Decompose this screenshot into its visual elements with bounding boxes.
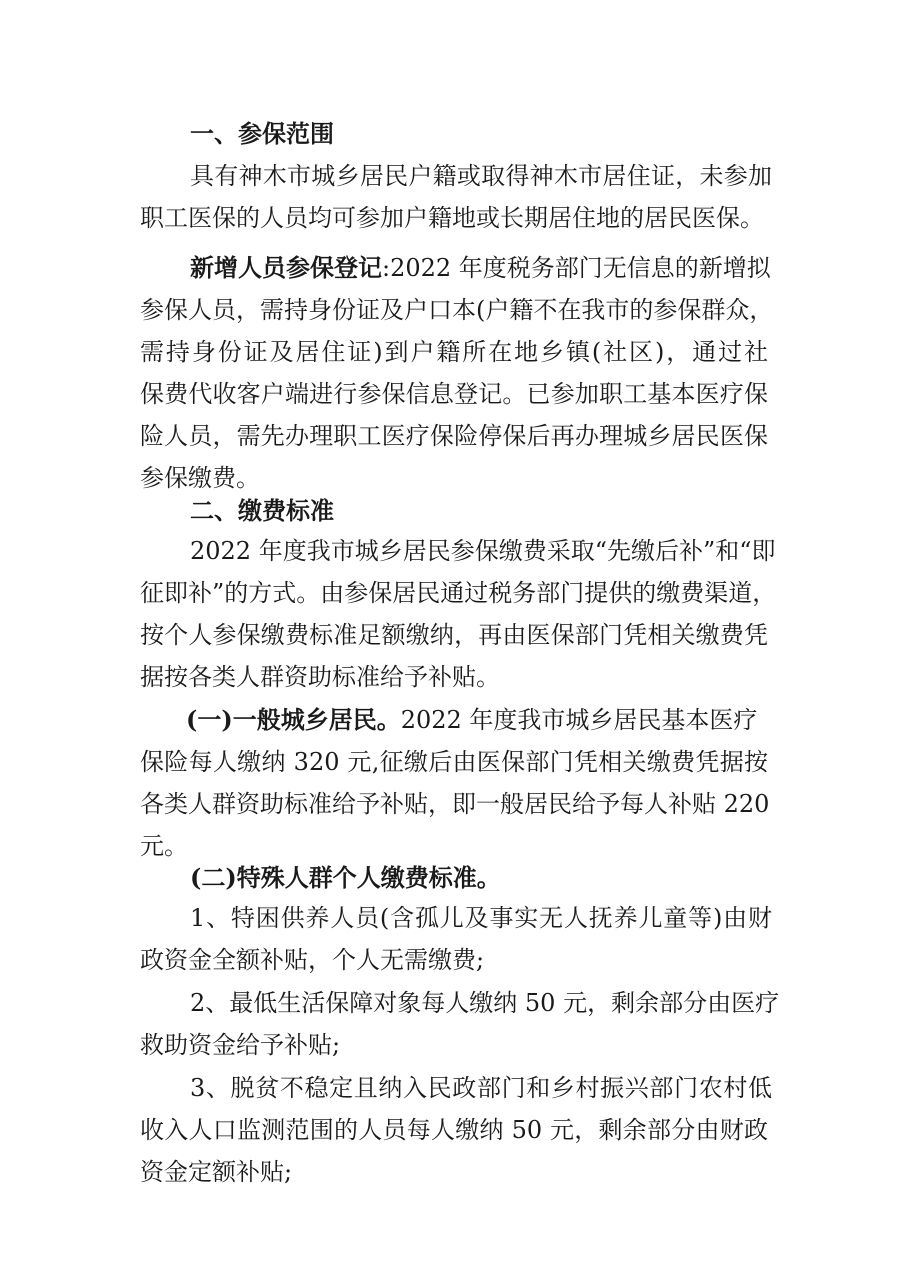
paragraph-line: 需持身份证及居住证)到户籍所在地乡镇(社区)，通过社 <box>140 338 768 366</box>
paragraph-line: 参保缴费。 <box>140 464 260 492</box>
paragraph-line: 具有神木市城乡居民户籍或取得神木市居住证，未参加 <box>190 162 772 190</box>
list-item-line: 资金定额补贴; <box>140 1158 293 1186</box>
paragraph-line: 保费代收客户端进行参保信息登记。已参加职工基本医疗保 <box>140 380 768 408</box>
list-item-line: 救助资金给予补贴; <box>140 1031 341 1059</box>
inline-bold-lead: (一)一般城乡居民。 <box>186 705 401 734</box>
paragraph-line: 按个人参保缴费标准足额缴纳，再由医保部门凭相关缴费凭 <box>140 621 768 649</box>
list-item-line: 3、脱贫不稳定且纳入民政部门和乡村振兴部门农村低 <box>190 1074 772 1102</box>
list-item-line: 2、最低生活保障对象每人缴纳 50 元，剩余部分由医疗 <box>190 989 780 1017</box>
inline-text: :2022 年度税务部门无信息的新增拟 <box>382 254 771 282</box>
paragraph-line: 各类人群资助标准给予补贴，即一般居民给予每人补贴 220 <box>140 790 770 818</box>
list-item-line: 1、特困供养人员(含孤儿及事实无人抚养儿童等)由财 <box>190 904 772 932</box>
list-item-line: 政资金全额补贴，个人无需缴费; <box>140 946 485 974</box>
paragraph-line: 元。 <box>140 832 188 860</box>
paragraph-line <box>190 250 771 286</box>
paragraph-line <box>186 702 757 738</box>
paragraph-line: 保险每人缴纳 320 元,征缴后由医保部门凭相关缴费凭据按 <box>140 748 768 776</box>
paragraph-line: 据按各类人群资助标准给予补贴。 <box>140 663 500 691</box>
section-heading-2: 二、缴费标准 <box>190 496 334 525</box>
paragraph-line: 2022 年度我市城乡居民参保缴费采取“先缴后补”和“即 <box>190 537 776 565</box>
inline-bold-lead: 新增人员参保登记 <box>190 253 382 282</box>
subheading: (二)特殊人群个人缴费标准。 <box>190 863 501 892</box>
inline-text: 2022 年度我市城乡居民基本医疗 <box>400 706 758 734</box>
list-item-line: 收入人口监测范围的人员每人缴纳 50 元，剩余部分由财政 <box>140 1116 768 1144</box>
paragraph-line: 职工医保的人员均可参加户籍地或长期居住地的居民医保。 <box>140 204 764 232</box>
paragraph-line: 征即补”的方式。由参保居民通过税务部门提供的缴费渠道， <box>140 579 777 607</box>
section-heading-1: 一、参保范围 <box>190 119 334 148</box>
paragraph-line: 参保人员，需持身份证及户口本(户籍不在我市的参保群众， <box>140 296 774 324</box>
paragraph-line: 险人员，需先办理职工医疗保险停保后再办理城乡居民医保 <box>140 422 768 450</box>
